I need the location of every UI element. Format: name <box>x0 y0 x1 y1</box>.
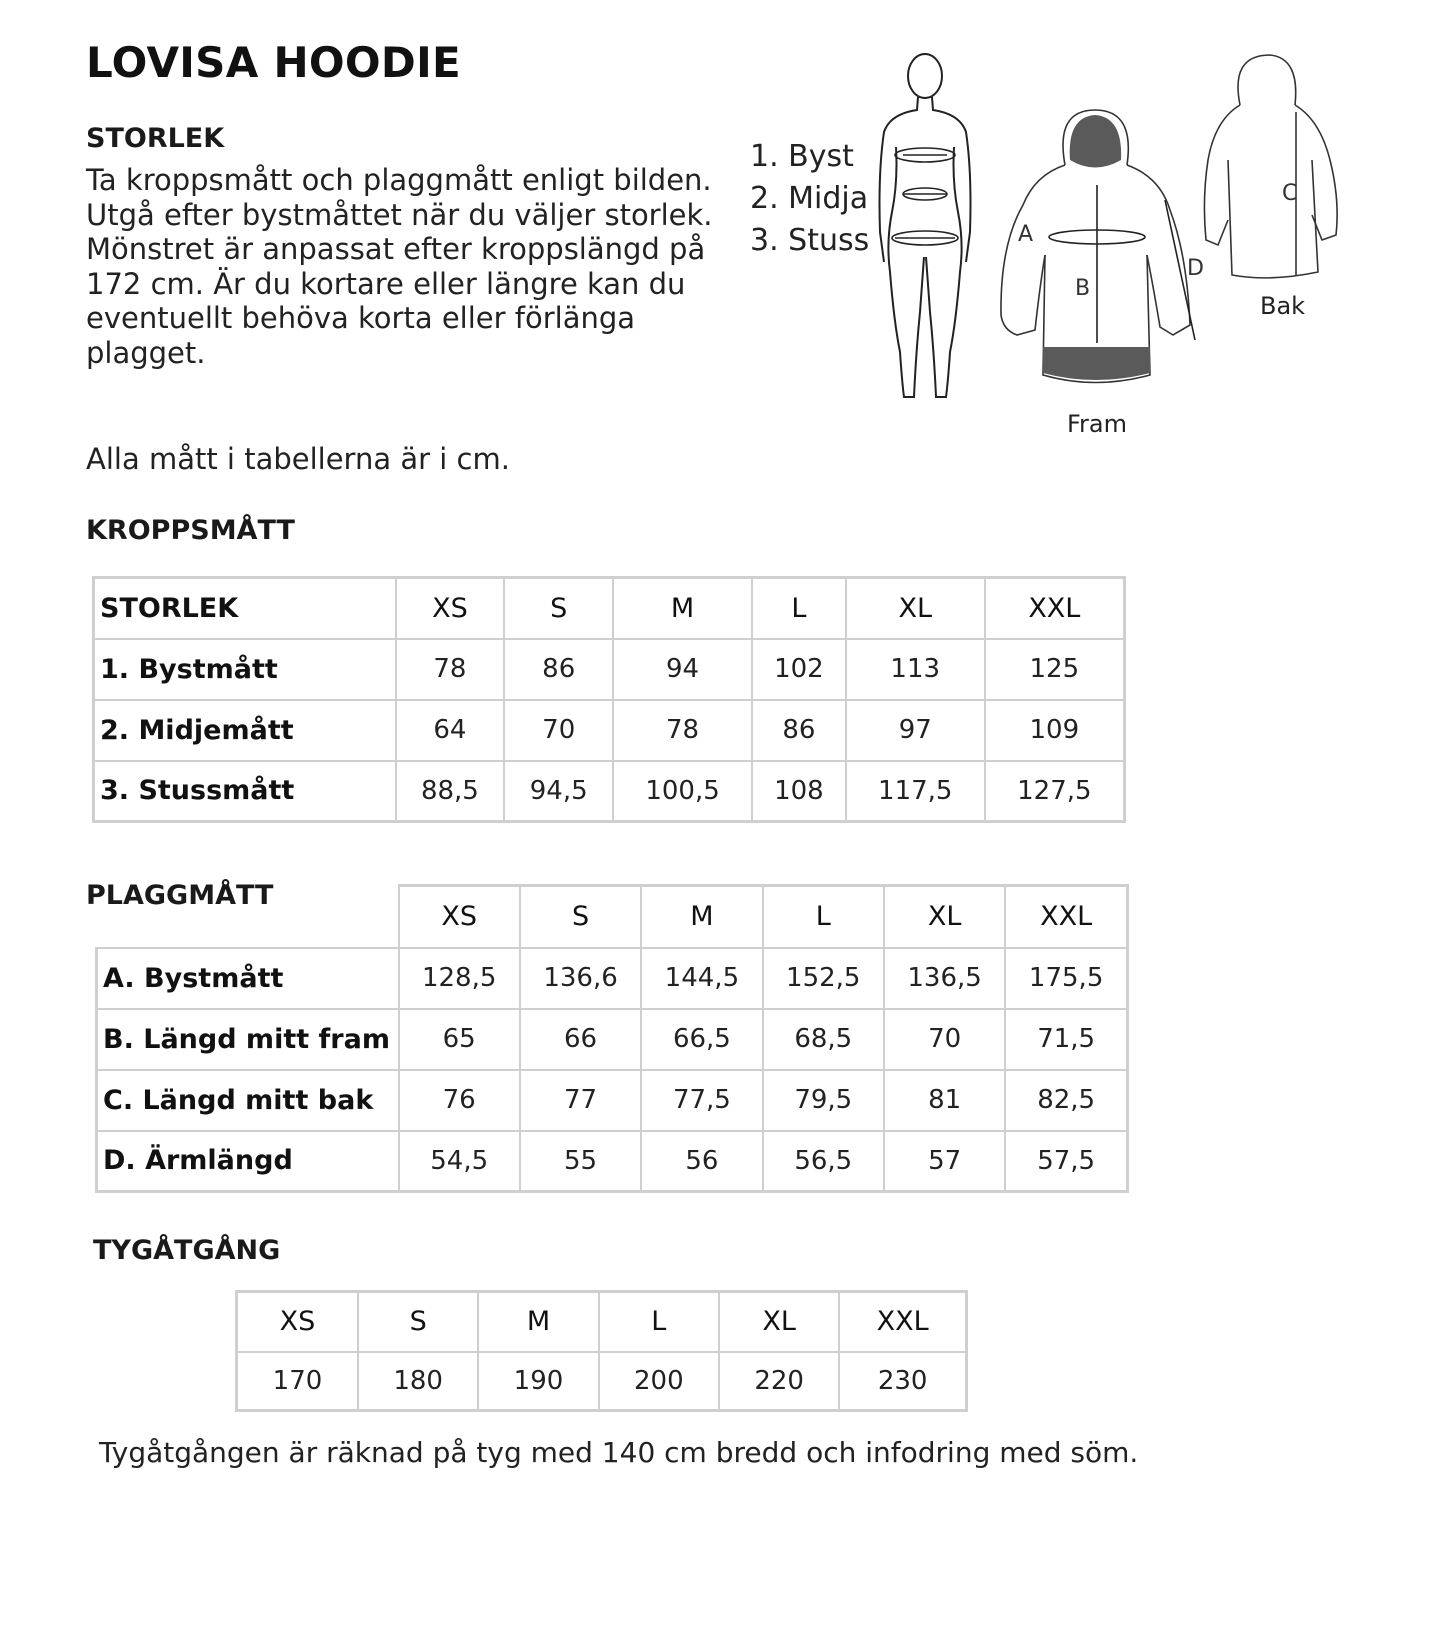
legend-item-byst: 1. Byst <box>750 139 854 174</box>
garment-measurements-table <box>95 884 1129 1193</box>
table-cell: 78 <box>396 639 505 700</box>
table-cell: 109 <box>985 700 1125 761</box>
storlek-intro <box>86 163 726 370</box>
storlek-heading: STORLEK <box>86 123 225 154</box>
table-header-row <box>94 578 1125 639</box>
table-row <box>94 700 1125 761</box>
table-cell: 65 <box>399 1009 520 1070</box>
size-column-header: L <box>599 1292 719 1352</box>
table-cell: 175,5 <box>1005 948 1127 1009</box>
size-column-header: XS <box>237 1292 359 1352</box>
table-cell: 57 <box>884 1131 1005 1192</box>
table-cell: 136,5 <box>884 948 1005 1009</box>
row-label: 3. Stussmått <box>94 761 396 822</box>
table-cell: 94,5 <box>504 761 613 822</box>
table-cell: 81 <box>884 1070 1005 1131</box>
row-label: 2. Midjemått <box>94 700 396 761</box>
table-cell: 230 <box>839 1352 966 1411</box>
hoodie-back-illustration <box>1200 50 1350 290</box>
table-cell: 152,5 <box>763 948 884 1009</box>
table-cell: 66 <box>520 1009 641 1070</box>
table-cell: 144,5 <box>641 948 762 1009</box>
table-cell: 54,5 <box>399 1131 520 1192</box>
legend-item-stuss: 3. Stuss <box>750 223 870 258</box>
body-measurement-legend <box>750 136 869 262</box>
row-label: A. Bystmått <box>97 948 399 1009</box>
fabric-footnote: Tygåtgången är räknad på tyg med 140 cm bredd och infodring med söm. <box>99 1436 1139 1469</box>
table-cell: 70 <box>884 1009 1005 1070</box>
table-cell: 117,5 <box>846 761 985 822</box>
table-row <box>97 1070 1128 1131</box>
row-label: C. Längd mitt bak <box>97 1070 399 1131</box>
table-cell: 94 <box>613 639 752 700</box>
size-column-header: M <box>613 578 752 639</box>
table-cell: 79,5 <box>763 1070 884 1131</box>
table-cell: 128,5 <box>399 948 520 1009</box>
table-cell: 57,5 <box>1005 1131 1127 1192</box>
fabric-requirement-table <box>235 1290 968 1412</box>
table-cell: 97 <box>846 700 985 761</box>
body-figure-illustration <box>870 52 980 417</box>
table-cell: 170 <box>237 1352 359 1411</box>
table-cell: 68,5 <box>763 1009 884 1070</box>
back-caption: Bak <box>1260 292 1306 320</box>
tygatgang-heading: TYGÅTGÅNG <box>93 1235 281 1266</box>
empty-corner-cell <box>97 886 399 948</box>
table-row <box>94 639 1125 700</box>
label-d: D <box>1187 256 1204 281</box>
size-column-header: L <box>763 886 884 948</box>
row-label: 1. Bystmått <box>94 639 396 700</box>
body-measurements-table <box>92 576 1126 823</box>
table-cell: 71,5 <box>1005 1009 1127 1070</box>
row-label: D. Ärmlängd <box>97 1131 399 1192</box>
label-a: A <box>1018 222 1034 247</box>
plaggmatt-heading: PLAGGMÅTT <box>86 880 274 911</box>
intro-paragraph-2: Mönstret är anpassat efter kroppslängd på 172 cm. Är du kortare eller längre kan du eventuellt behöva korta eller förlänga plagget. <box>86 232 706 370</box>
table-cell: 86 <box>752 700 846 761</box>
table-cell: 220 <box>719 1352 839 1411</box>
table-cell: 88,5 <box>396 761 505 822</box>
table-cell: 125 <box>985 639 1125 700</box>
size-column-header: L <box>752 578 846 639</box>
row-label: B. Längd mitt fram <box>97 1009 399 1070</box>
hoodie-front-illustration <box>995 105 1205 405</box>
size-column-header: M <box>478 1292 598 1352</box>
table-cell: 56 <box>641 1131 762 1192</box>
table-cell: 100,5 <box>613 761 752 822</box>
table-cell: 77,5 <box>641 1070 762 1131</box>
size-column-header: XL <box>884 886 1005 948</box>
table-cell: 76 <box>399 1070 520 1131</box>
label-b: B <box>1075 276 1091 301</box>
size-column-header: XS <box>396 578 505 639</box>
size-column-header: XL <box>846 578 985 639</box>
table-cell: 66,5 <box>641 1009 762 1070</box>
front-caption: Fram <box>1067 410 1128 438</box>
table-row <box>237 1352 967 1411</box>
table-row <box>97 1131 1128 1192</box>
table-header-row <box>97 886 1128 948</box>
table-row <box>97 948 1128 1009</box>
page-title: LOVISA HOODIE <box>86 38 461 87</box>
size-column-header: XL <box>719 1292 839 1352</box>
table-cell: 64 <box>396 700 505 761</box>
legend-item-midja: 2. Midja <box>750 181 869 216</box>
table-cell: 200 <box>599 1352 719 1411</box>
size-column-header: S <box>520 886 641 948</box>
table-header-row <box>237 1292 967 1352</box>
table-cell: 56,5 <box>763 1131 884 1192</box>
size-column-header: XXL <box>839 1292 966 1352</box>
table-cell: 127,5 <box>985 761 1125 822</box>
table-cell: 55 <box>520 1131 641 1192</box>
size-column-header: S <box>504 578 613 639</box>
table-row <box>97 1009 1128 1070</box>
table-cell: 136,6 <box>520 948 641 1009</box>
label-c: C <box>1282 181 1298 206</box>
table-cell: 86 <box>504 639 613 700</box>
table-cell: 70 <box>504 700 613 761</box>
size-column-header: S <box>358 1292 478 1352</box>
table-cell: 77 <box>520 1070 641 1131</box>
table-row <box>94 761 1125 822</box>
size-column-header: XS <box>399 886 520 948</box>
units-note: Alla mått i tabellerna är i cm. <box>86 442 510 476</box>
table-cell: 180 <box>358 1352 478 1411</box>
table-cell: 108 <box>752 761 846 822</box>
table-cell: 78 <box>613 700 752 761</box>
kroppsmatt-heading: KROPPSMÅTT <box>86 515 295 546</box>
table-cell: 190 <box>478 1352 598 1411</box>
size-column-header: XXL <box>1005 886 1127 948</box>
intro-paragraph-1: Ta kroppsmått och plaggmått enligt bilden. Utgå efter bystmåttet när du väljer storlek. <box>86 163 713 232</box>
size-header-cell: STORLEK <box>94 578 396 639</box>
size-column-header: M <box>641 886 762 948</box>
size-column-header: XXL <box>985 578 1125 639</box>
table-cell: 82,5 <box>1005 1070 1127 1131</box>
table-cell: 113 <box>846 639 985 700</box>
table-cell: 102 <box>752 639 846 700</box>
